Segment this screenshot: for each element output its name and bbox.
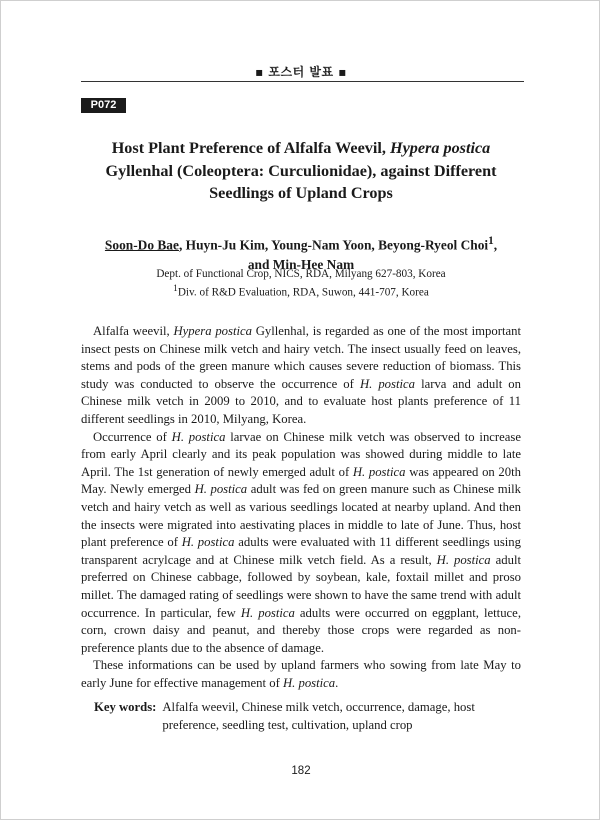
- abstract-paragraph-1: [81, 323, 521, 429]
- author-comma: ,: [493, 237, 498, 253]
- section-header: ▪ 포스터 발표 ▪: [255, 65, 347, 79]
- italic-species: H. postica: [436, 552, 491, 567]
- title-line2: Gyllenhal (Coleoptera: Curculionidae), against Different: [105, 161, 497, 180]
- author-affiliation-mark: 1: [488, 235, 494, 247]
- text-run: larva and adult on Chinese milk vetch in 2009 to 2010, and to evaluate host plants preference of 11 different seedlings in 2010, Milyang, Korea.: [81, 376, 521, 426]
- keywords: [81, 699, 521, 734]
- text-run: adult preferred on Chinese cabbage, followed by soybean, kale, foxtail millet and proso millet. The damaged rating of seedlings were shown to have the same trend with adult occurrence. In particular, few: [81, 552, 521, 620]
- keywords-label: Key words:: [94, 700, 157, 714]
- italic-species: H. postica: [282, 675, 336, 690]
- abstract-body: [81, 323, 521, 692]
- text-run: These informations can be used by upland farmers who sowing from late May to early June for effective management of: [81, 658, 521, 690]
- italic-species: H. postica: [240, 605, 295, 620]
- page-number: 182: [291, 765, 311, 777]
- title-species-italic: Hypera postica: [390, 139, 491, 157]
- text-run: was appeared on 20th May. Newly emerged: [81, 464, 521, 497]
- title-line3: Seedlings of Upland Crops: [209, 184, 393, 202]
- title-line1: Host Plant Preference of Alfalfa Weevil,: [111, 139, 390, 157]
- first-author: Soon-Do Bae: [104, 237, 179, 253]
- abstract-paragraph-2: [81, 429, 521, 658]
- keywords-text: Alfalfa weevil, Chinese milk vetch, occurrence, damage, host preference, seedling test, cultivation, upland crop: [162, 700, 475, 732]
- italic-species: H. postica: [194, 482, 248, 497]
- affiliation-2: Div. of R&D Evaluation, RDA, Suwon, 441-707, Korea: [177, 286, 429, 299]
- poster-id-badge: P072: [81, 98, 126, 113]
- affiliation-1: Dept. of Functional Crop, NICS, RDA, Milyang 627-803, Korea: [156, 268, 446, 280]
- italic-species: H. postica: [352, 464, 406, 479]
- abstract-paragraph-3: [81, 657, 521, 692]
- italic-species: H. postica: [171, 429, 226, 444]
- last-author: and Min-Hee Nam: [247, 256, 355, 272]
- co-authors: , Huyn-Ju Kim, Young-Nam Yoon, Beyong-Ryeol Choi: [178, 237, 489, 253]
- text-run: .: [335, 675, 339, 690]
- text-run: adult was fed on green manure such as Chinese milk vetch and hairy vetch as well as various seedlings located at nearby upland. And then the insects were migrated into aestivating places in middle to late of June. Thus, host plant preference of: [81, 482, 522, 550]
- italic-species: Hypera postica: [173, 324, 252, 338]
- text-run: adults were occurred on eggplant, lettuce, corn, crown daisy and peanut, and thereby those crops were regarded as non-preference plants due to the absence of damage.: [81, 605, 521, 655]
- text-run: Gyllenhal, is regarded as one of the most important insect pests on Chinese milk vetch and hairy vetch. The insect usually feed on leaves, stems and pods of the green manure which causes severe reduction of biomass. This study was conducted to observe the occurrence of: [81, 324, 521, 391]
- italic-species: H. postica: [181, 535, 235, 550]
- text-run: adults were evaluated with 11 different seedlings using transparent acrylcage and at Chinese milk vetch field. As a result,: [81, 535, 521, 567]
- text-run: larvae on Chinese milk vetch was observed to increase from early April clearly and its peak population was showed during middle to late April. The 1st generation of newly emerged adult of: [81, 429, 521, 479]
- affiliations: [61, 267, 541, 300]
- italic-species: H. postica: [359, 376, 415, 391]
- text-run: Occurrence of: [93, 429, 172, 444]
- paper-title: [61, 137, 541, 205]
- affiliation-2-mark: 1: [173, 283, 178, 294]
- text-run: Alfalfa weevil,: [93, 324, 174, 338]
- header-divider: [81, 81, 524, 82]
